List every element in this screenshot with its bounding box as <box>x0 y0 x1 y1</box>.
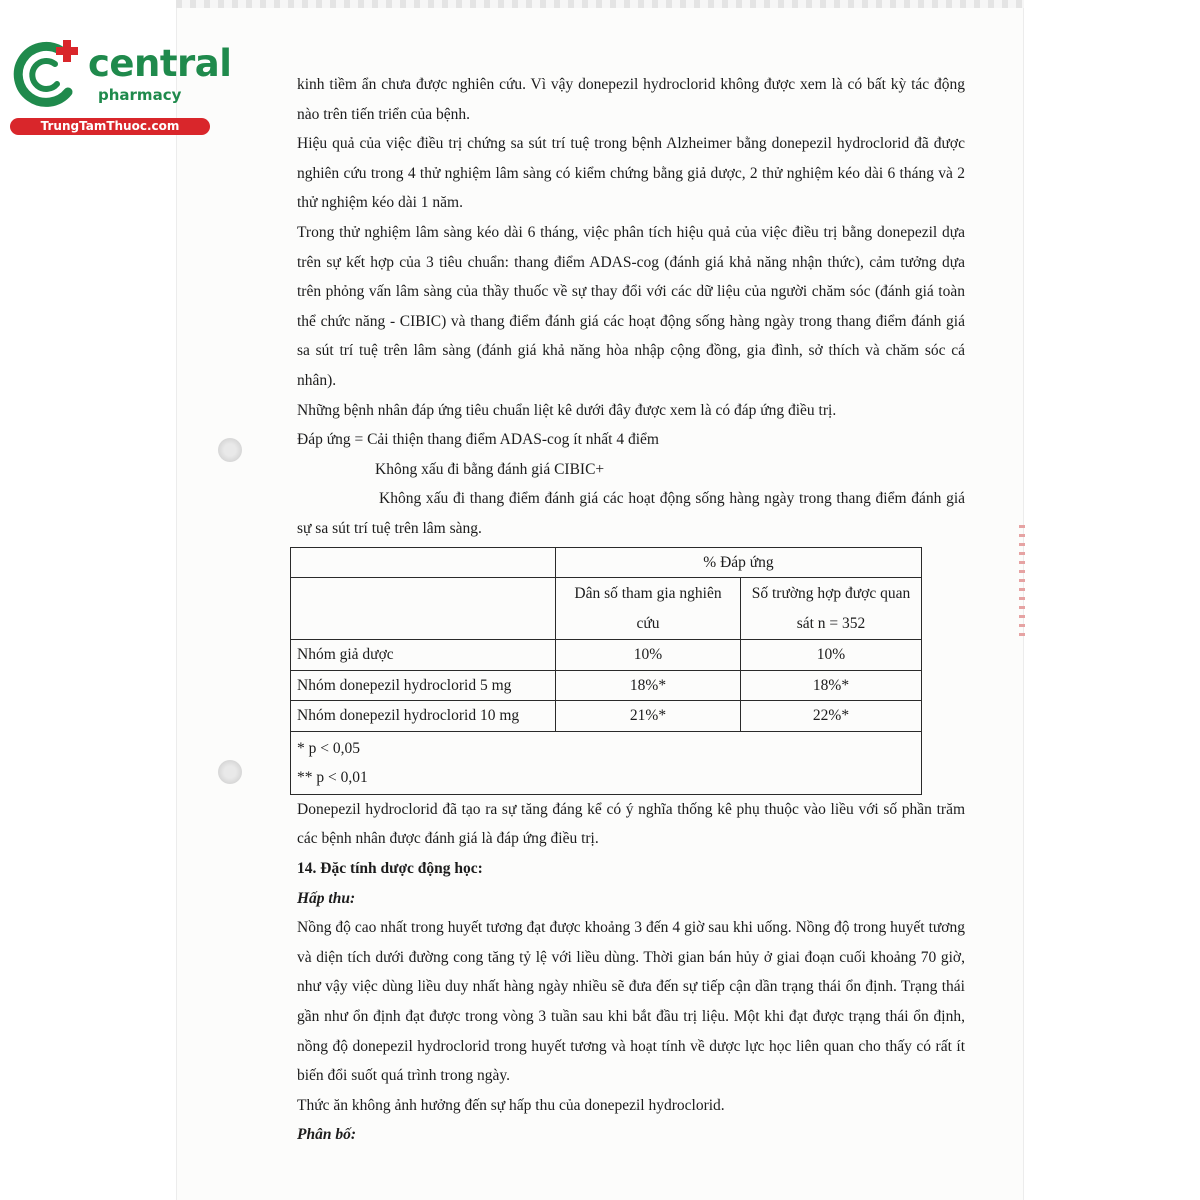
table-row <box>291 670 922 701</box>
footnote: * p < 0,05 <box>297 739 360 757</box>
row-value: 10% <box>741 640 922 671</box>
table-row <box>291 701 922 732</box>
paragraph: Thức ăn không ảnh hưởng đến sự hấp thu của donepezil hydroclorid. <box>297 1096 725 1114</box>
subheading-distribution: Phân bố: <box>297 1126 356 1144</box>
footnote: ** p < 0,01 <box>297 768 368 786</box>
table-col-header: Dân số tham gia nghiên cứu <box>556 578 741 640</box>
row-value: 10% <box>556 640 741 671</box>
row-value: 18%* <box>556 670 741 701</box>
response-table <box>290 547 922 795</box>
table-footnotes <box>291 731 922 794</box>
logo-icon <box>10 38 86 114</box>
section-heading: 14. Đặc tính dược động học: <box>297 860 483 878</box>
row-value: 21%* <box>556 701 741 732</box>
paragraph: kinh tiềm ẩn chưa được nghiên cứu. Vì vậy donepezil hydroclorid không được xem là có bất kỳ tác động nào trên tiến triển của bệnh. <box>297 76 965 123</box>
punch-hole <box>218 438 242 462</box>
paragraph: Donepezil hydroclorid đã tạo ra sự tăng đáng kể có ý nghĩa thống kê phụ thuộc vào liều với số phần trăm các bệnh nhân được đánh giá là đáp ứng điều trị. <box>297 800 965 848</box>
table-empty-cell <box>291 578 556 640</box>
punch-hole <box>218 760 242 784</box>
document-body <box>297 70 965 1150</box>
logo-website: TrungTamThuoc.com <box>10 118 210 135</box>
row-label: Nhóm donepezil hydroclorid 5 mg <box>291 670 556 701</box>
paragraph: Trong thử nghiệm lâm sàng kéo dài 6 tháng, việc phân tích hiệu quả của việc điều trị bằng donepezil dựa trên sự kết hợp của 3 tiêu chuẩn: thang điểm ADAS-cog (đánh giá khả năng nhận thức), cảm tưởng dựa trên phỏng vấn lâm sàng của thầy thuốc về sự thay đổi với các dữ liệu của người chăm sóc (đánh giá toàn thể chức năng - CIBIC) và thang điểm đánh giá các hoạt động sống hàng ngày trong thang điểm đánh giá sa sút trí tuệ trên lâm sàng (đánh giá khả năng hòa nhập cộng đồng, gia đình, sở thích và chăm sóc cá nhân). <box>297 223 965 389</box>
paragraph: Hiệu quả của việc điều trị chứng sa sút trí tuệ trong bệnh Alzheimer bằng donepezil hydroclorid đã được nghiên cứu trong 4 thử nghiệm lâm sàng có kiểm chứng bằng giả dược, 2 thử nghiệm kéo dài 6 tháng và 2 thử nghiệm kéo dài 1 năm. <box>297 135 965 212</box>
logo-wordmark: central <box>88 42 232 85</box>
logo-tagline: pharmacy <box>98 86 182 104</box>
table-row <box>291 640 922 671</box>
paragraph: Những bệnh nhân đáp ứng tiêu chuẩn liệt kê dưới đây được xem là có đáp ứng điều trị. <box>297 401 837 419</box>
row-value: 18%* <box>741 670 922 701</box>
table-col-header: Số trường hợp được quan sát n = 352 <box>741 578 922 640</box>
central-pharmacy-logo <box>10 38 232 138</box>
row-value: 22%* <box>741 701 922 732</box>
row-label: Nhóm giả dược <box>291 640 556 671</box>
paragraph: Nồng độ cao nhất trong huyết tương đạt được khoảng 3 đến 4 giờ sau khi uống. Nồng độ trong huyết tương và diện tích dưới đường cong tăng tỷ lệ với liều dùng. Thời gian bán hủy ở giai đoạn cuối khoảng 70 giờ, như vậy việc dùng liều duy nhất hàng ngày nhiều sẽ đưa đến sự tiếp cận dần trạng thái ổn định. Trạng thái gần như ổn định đạt được trong vòng 3 tuần sau khi bắt đầu trị liệu. Một khi đạt được trạng thái ổn định, nồng độ donepezil hydroclorid trong huyết tương và hoạt tính về dược lực học liên quan cho thấy có rất ít biến đổi suốt quá trình trong ngày. <box>297 919 965 1085</box>
criteria-line: Không xấu đi thang điểm đánh giá các hoạt động sống hàng ngày trong thang điểm đánh giá sự sa sút trí tuệ trên lâm sàng. <box>297 490 965 537</box>
table-group-header: % Đáp ứng <box>556 547 922 578</box>
subheading-absorption: Hấp thu: <box>297 889 356 907</box>
table-corner-cell <box>291 547 556 578</box>
criteria-line: Không xấu đi bằng đánh giá CIBIC+ <box>375 460 605 478</box>
row-label: Nhóm donepezil hydroclorid 10 mg <box>291 701 556 732</box>
criteria-line: Đáp ứng = Cải thiện thang điểm ADAS-cog ít nhất 4 điểm <box>297 431 659 449</box>
red-stamp-edge <box>1019 525 1025 640</box>
scan-edge <box>176 0 1024 8</box>
